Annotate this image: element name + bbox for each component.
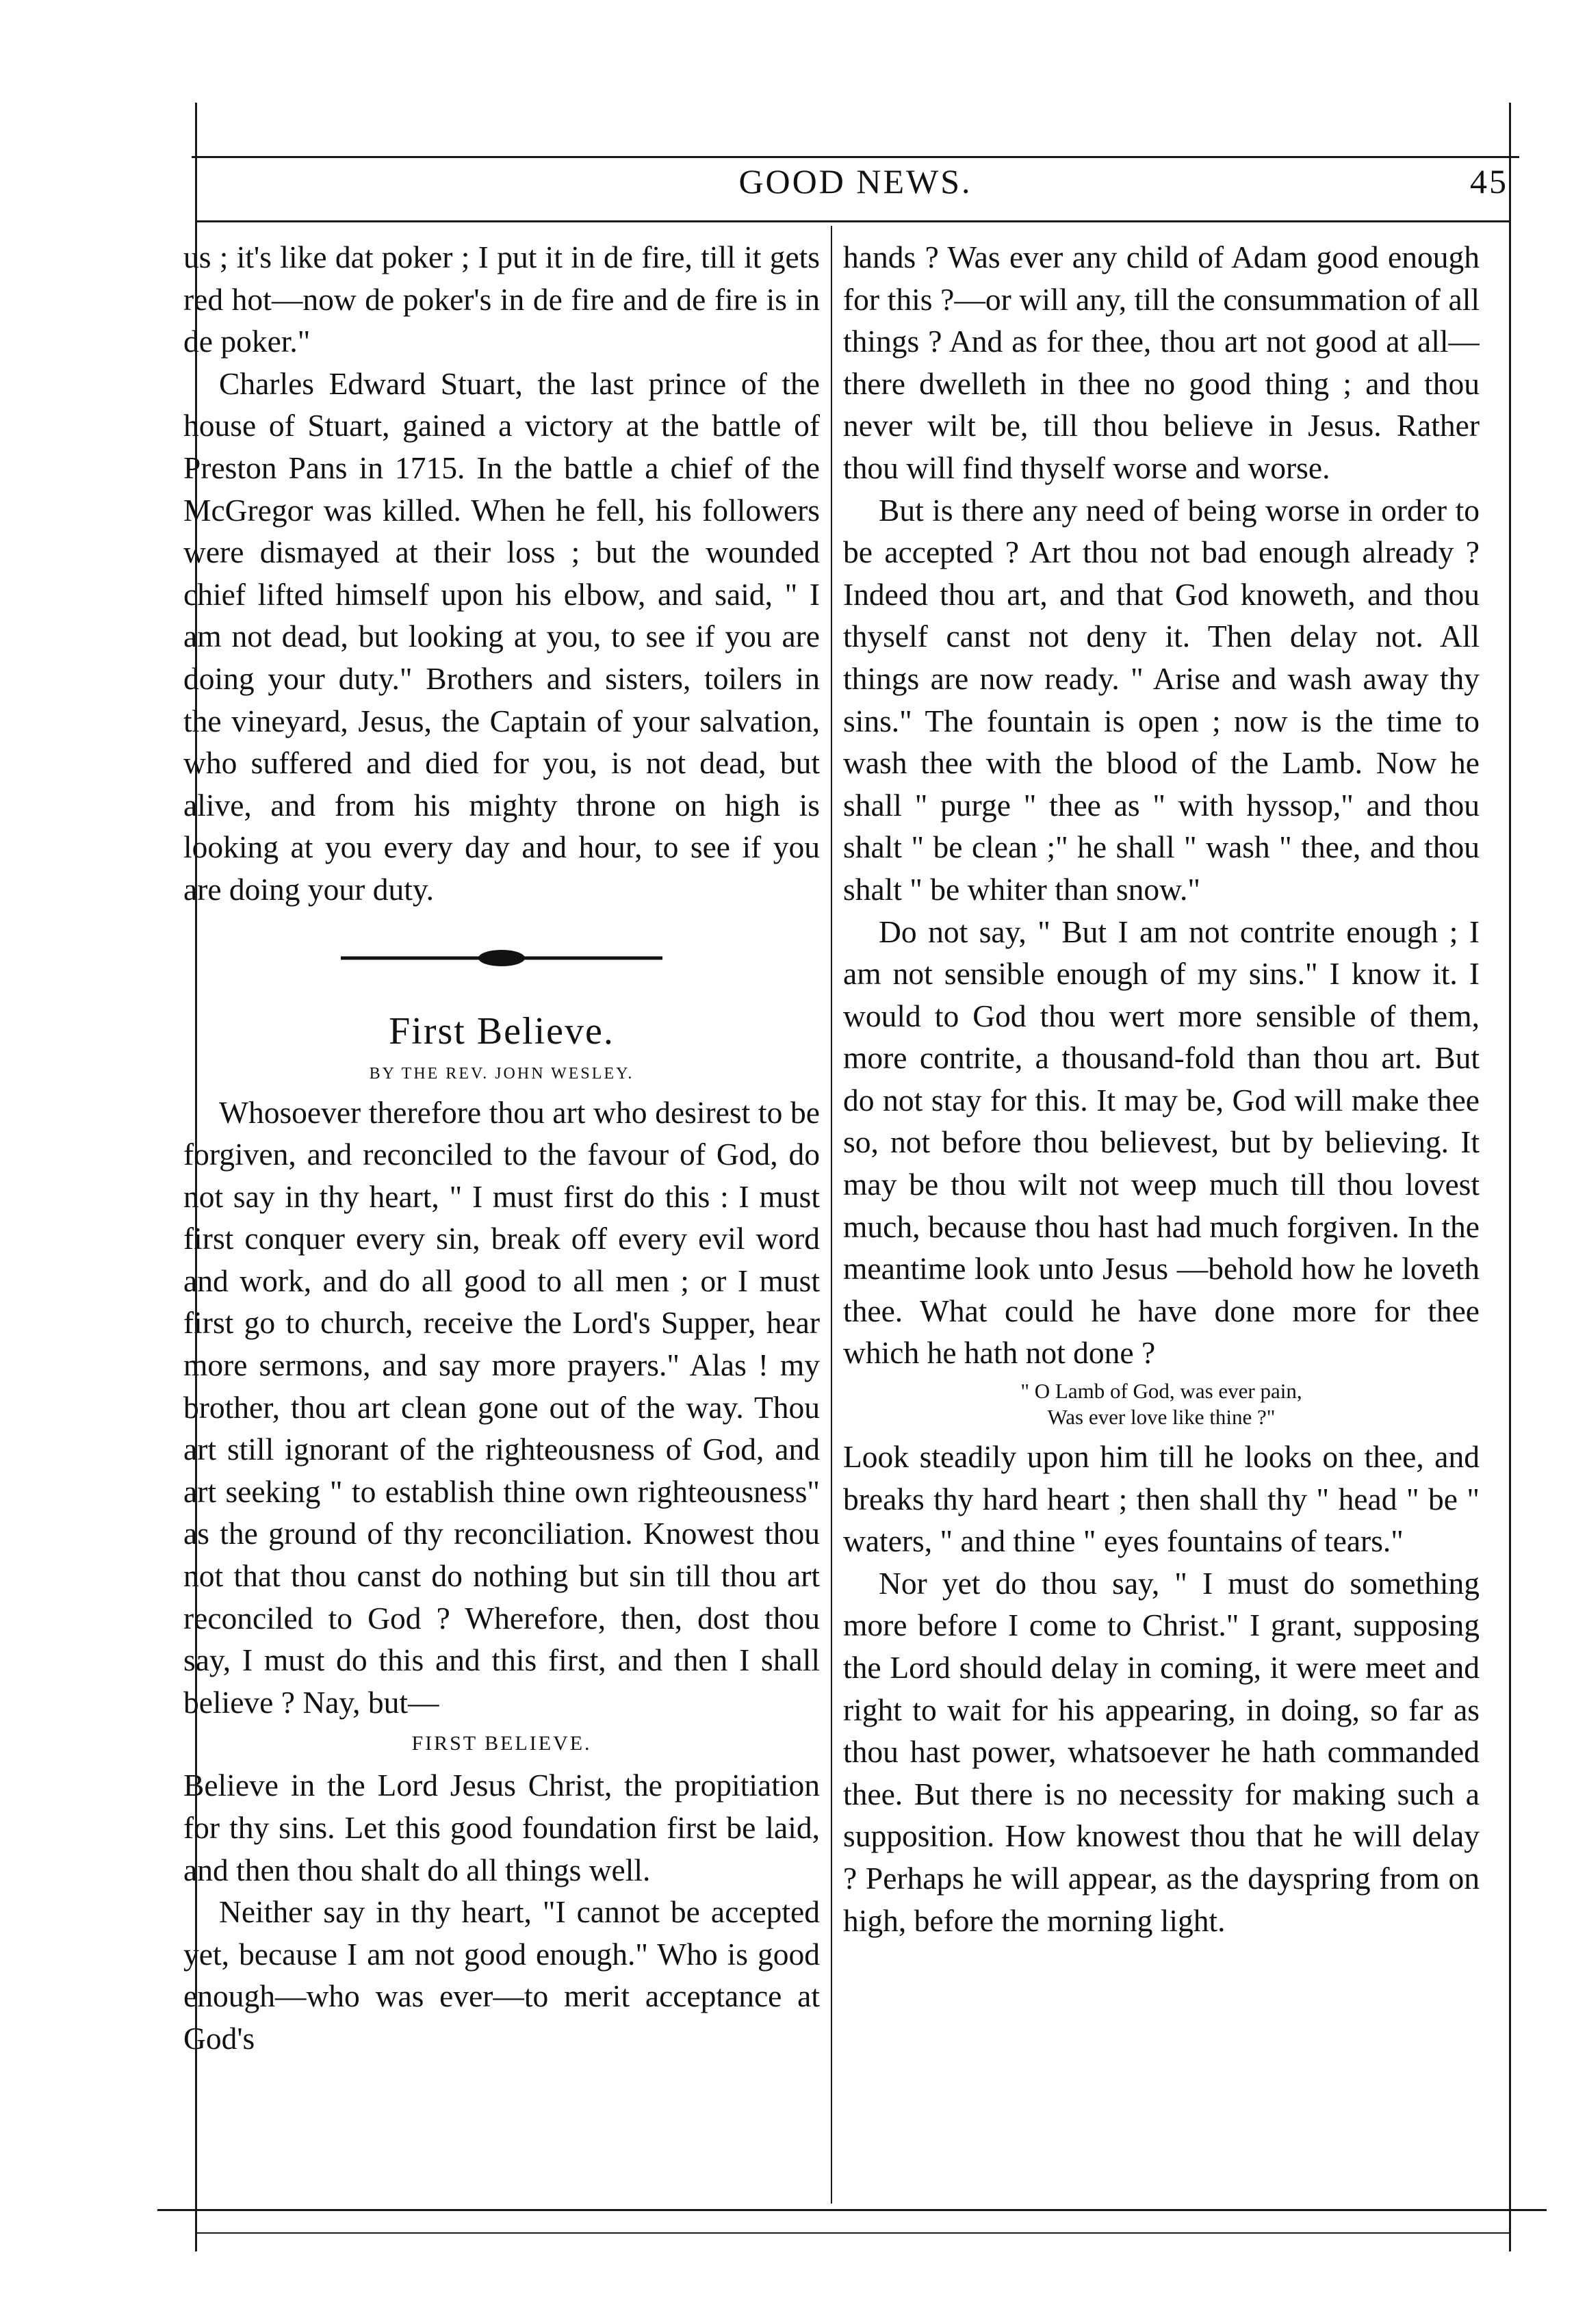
right-para-2: But is there any need of being worse in order to be accepted ? Art thou not bad enough already ? Indeed thou art, and that God knoweth, and thou thyself canst not deny it. Then delay not. All things are now ready. " Arise and wash away thy sins." The fountain is open ; now is the time to wash thee with the blood of the Lamb. Now he shall " purge " thee as " with hyssop," and thou shalt " be clean ;" he shall " wash " thee, and thou shalt " be whiter than snow." bbox=[843, 492, 1480, 907]
article-title: First Believe. bbox=[389, 1009, 615, 1053]
right-edge-rule bbox=[1509, 103, 1511, 2251]
left-para-3: Whosoever therefore thou art who desirest to be forgiven, and reconciled to the favour of God, do not say in thy heart, " I must first do this : I must first conquer every sin, break off every evil word and work, and do all good to all men ; or I must first go to church, receive the Lord's Supper, hear more sermons, and say more prayers." Alas ! my brother, thou art clean gone out of the way. Thou art still ignorant of the righteousness of God, and art seeking " to establish thine own righteousness" as the ground of thy reconciliation. Knowest thou not that thou canst do nothing but sin till thou art reconciled to God ? Wherefore, then, dost thou say, I must do this and this first, and then I shall believe ? Nay, but— bbox=[183, 1094, 820, 1720]
right-para-4: Look steadily upon him till he looks on thee, and breaks thy hard heart ; then shall thy " head " be " waters, " and thine " eyes fountains of tears." bbox=[843, 1439, 1480, 1559]
header-rule bbox=[195, 220, 1509, 222]
ornament-rule-icon bbox=[341, 941, 662, 975]
right-para-1: hands ? Was ever any child of Adam good enough for this ?—or will any, till the consummation of all things ? And as for thee, thou art not good at all—there dwelleth in thee no good thing ; and thou never wilt be, till thou believe in Jesus. Rather thou will find thyself worse and worse. bbox=[843, 240, 1480, 485]
bottom-rule bbox=[157, 2209, 1547, 2211]
column-divider bbox=[831, 226, 832, 2204]
left-para-5: Neither say in thy heart, "I cannot be accepted yet, because I am not good enough." Who is good enough—who was ever—to merit acceptance at God's bbox=[183, 1894, 820, 2056]
verse-line-2: Was ever love like thine ?" bbox=[1047, 1405, 1276, 1430]
page-number: 45 bbox=[1470, 162, 1508, 201]
left-para-2: Charles Edward Stuart, the last prince of the house of Stuart, gained a victory at the battle of Preston Pans in 1715. In the battle a chief of the McGregor was killed. When he fell, his followers were dismayed at their loss ; but the wounded chief lifted himself upon his elbow, and said, " I am not dead, but looking at you, to see if you are doing your duty." Brothers and sisters, toilers in the vineyard, Jesus, the Captain of your salvation, who suffered and died for you, is not dead, but alive, and from his mighty throne on high is looking at you every day and hour, to see if you are doing your duty. bbox=[183, 365, 820, 907]
left-column bbox=[183, 236, 820, 2200]
verse-line-1: " O Lamb of God, was ever pain, bbox=[1020, 1379, 1302, 1404]
subheading: FIRST BELIEVE. bbox=[411, 1732, 592, 1755]
bottom-rule-lower bbox=[195, 2232, 1509, 2234]
left-para-4: Believe in the Lord Jesus Christ, the propitiation for thy sins. Let this good foundation first be laid, and then thou shalt do all things well. bbox=[183, 1768, 820, 1887]
section-ornament bbox=[183, 911, 820, 1007]
left-para-1: us ; it's like dat poker ; I put it in de fire, till it gets red hot—now de poker's in de fire and de fire is in de poker." bbox=[183, 240, 820, 359]
publication-title: GOOD NEWS. bbox=[738, 162, 972, 201]
right-para-5: Nor yet do thou say, " I must do something more before I come to Christ." I grant, supposing the Lord should delay in coming, it were meet and right to wait for his appearing, in doing, so far as thou hast power, whatsoever he hath commanded thee. But there is no necessity for making such a supposition. How knowest thou that he will delay ? Perhaps he will appear, as the dayspring from on high, before the morning light. bbox=[843, 1565, 1480, 1938]
right-para-3: Do not say, " But I am not contrite enough ; I am not sensible enough of my sins." I know it. I would to God thou wert more sensible of them, more contrite, a thousand-fold than thou art. But do not stay for this. It may be, God will make thee so, not before thou believest, but by believing. It may be thou wilt not weep much till thou lovest much, because thou hast had much forgiven. In the meantime look unto Jesus —behold how he loveth thee. What could he have done more for thee which he hath not done ? bbox=[843, 914, 1480, 1371]
hymn-verse bbox=[843, 1374, 1480, 1436]
article-byline: BY THE REV. JOHN WESLEY. bbox=[369, 1064, 634, 1083]
running-header bbox=[198, 157, 1512, 212]
right-column bbox=[843, 236, 1480, 2200]
